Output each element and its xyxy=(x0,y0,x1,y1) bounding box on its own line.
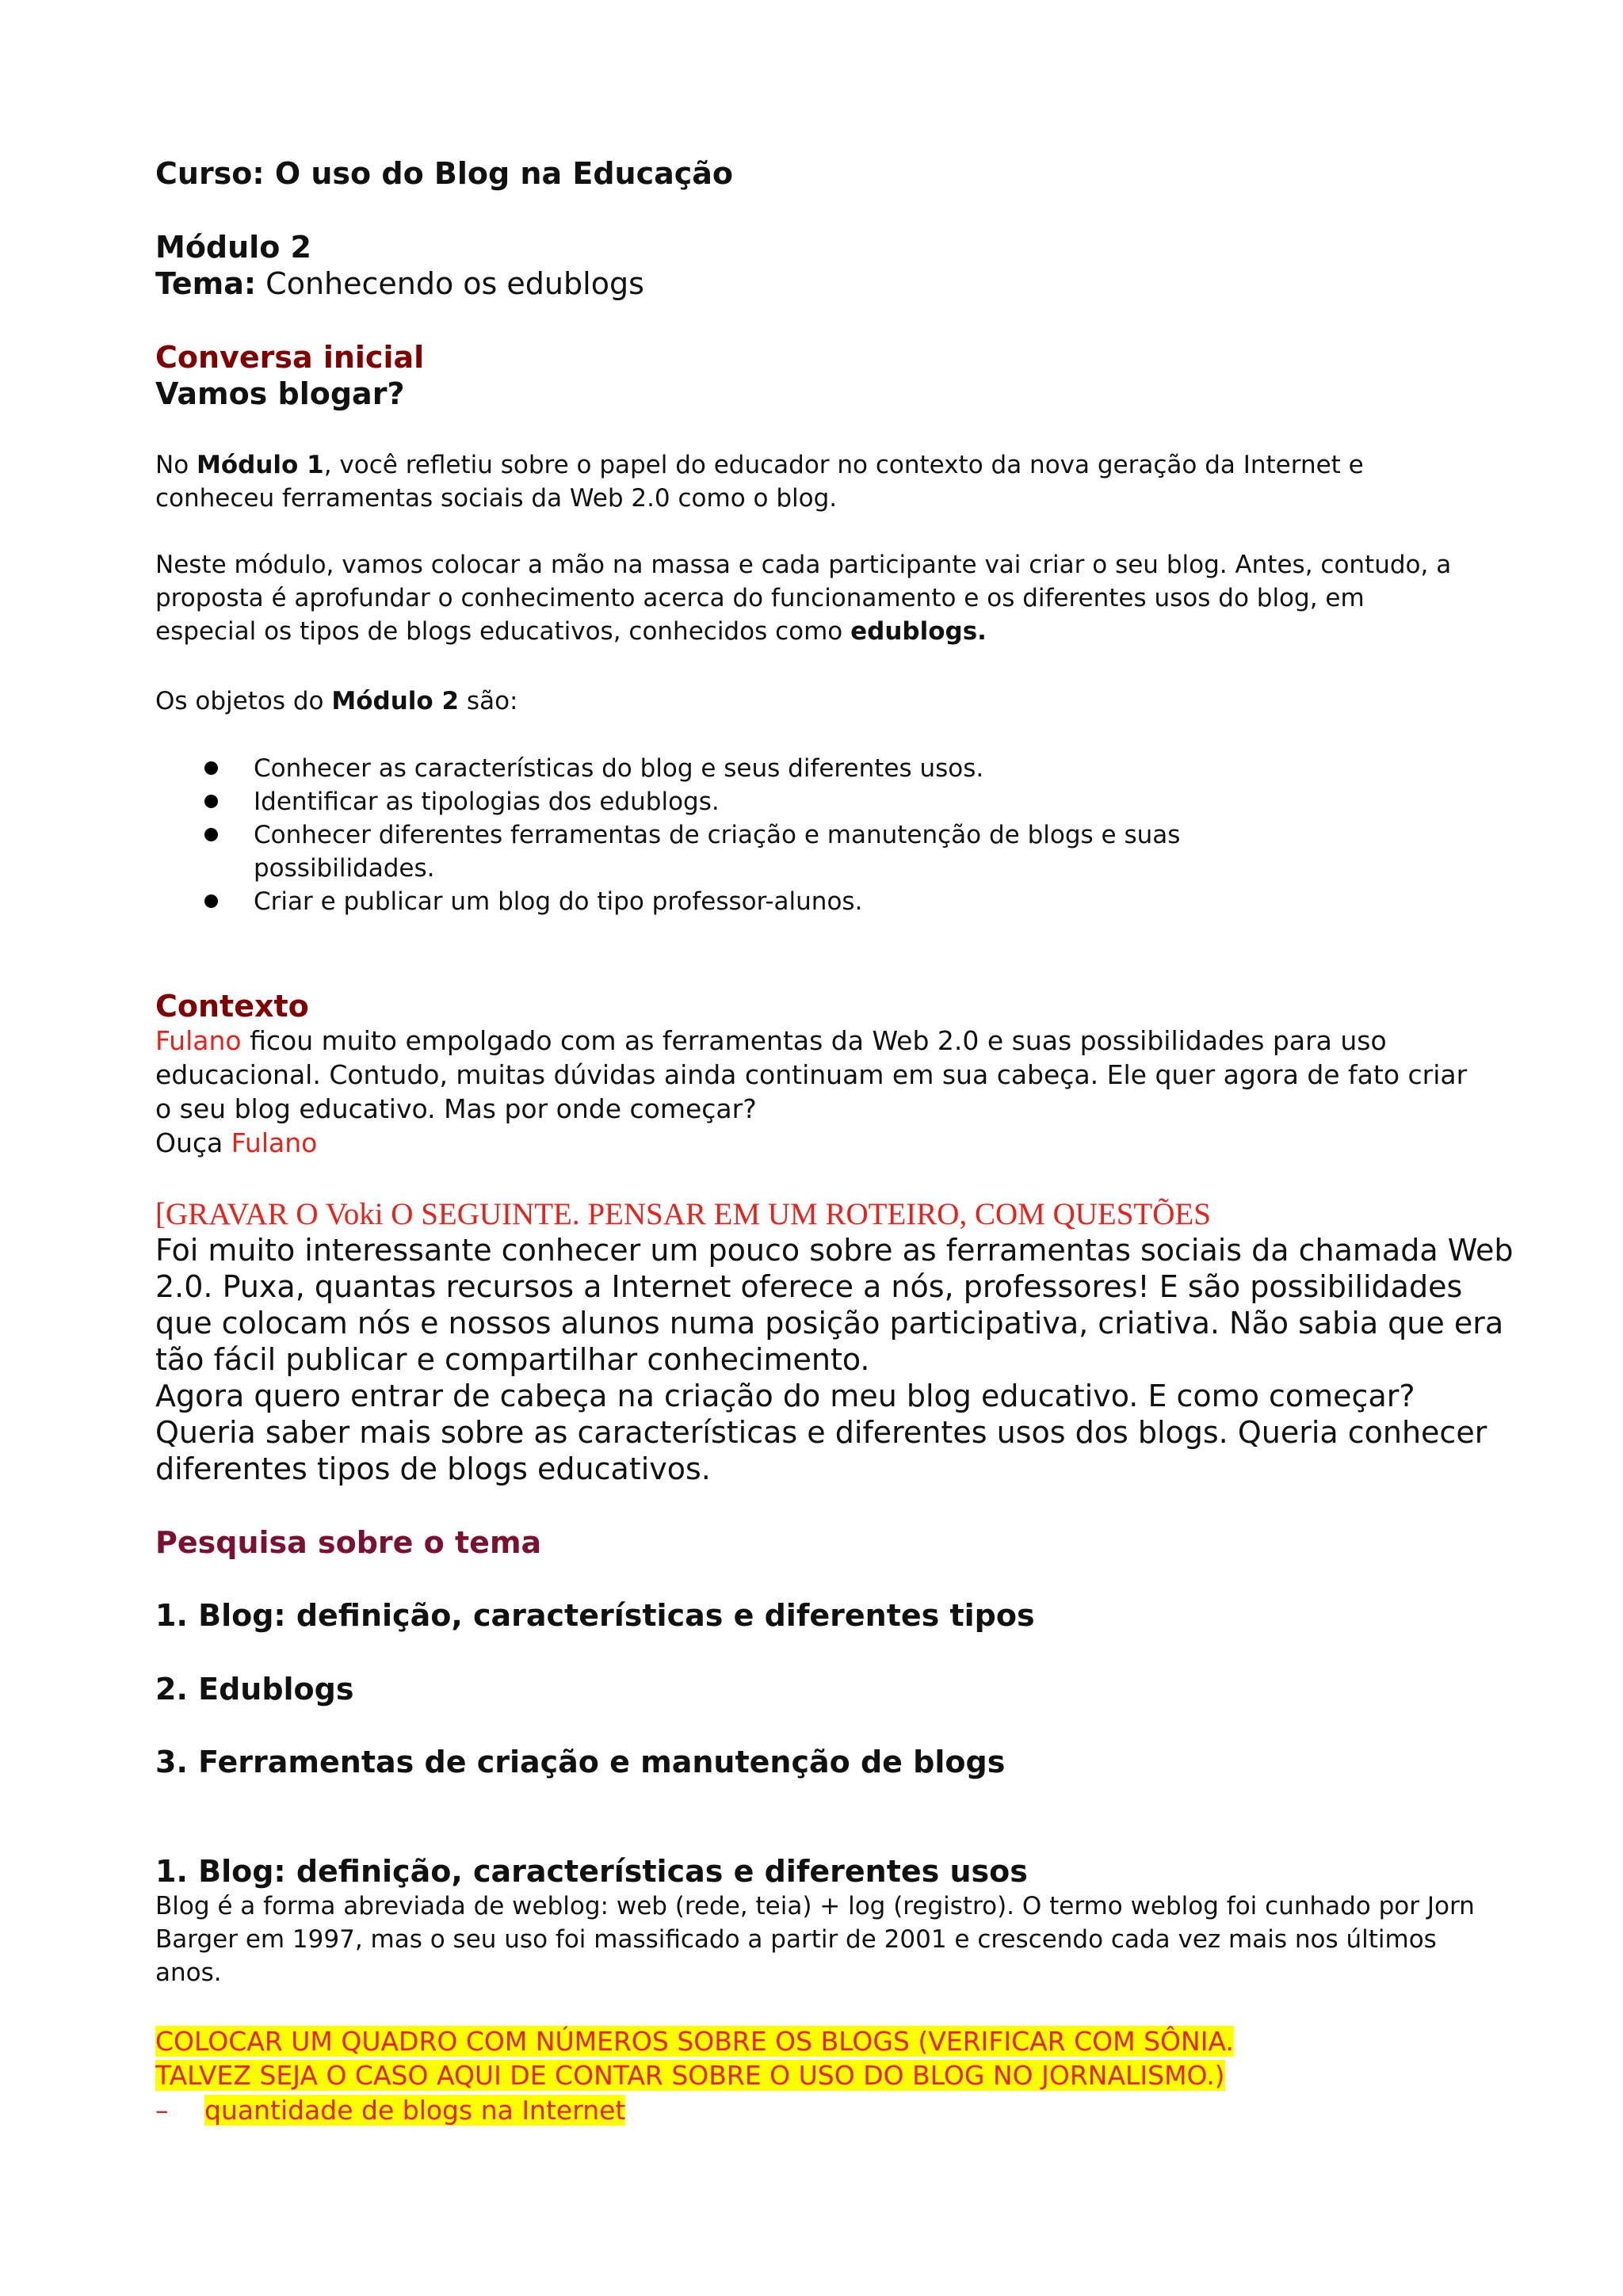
highlight-text-1: COLOCAR UM QUADRO COM NÚMEROS SOBRE OS BLOGS (VERIFICAR COM SÔNIA. xyxy=(155,2026,1234,2057)
objectives-intro xyxy=(155,685,517,718)
topic-item-3: 3. Ferramentas de criação e manutenção de blogs xyxy=(155,1745,1006,1779)
ouca-label: Ouça xyxy=(155,1127,231,1158)
bullet-icon xyxy=(204,795,218,808)
ouca-line xyxy=(155,1126,317,1160)
dash-marker: – xyxy=(155,2095,169,2126)
topic-item-2: 2. Edublogs xyxy=(155,1672,354,1707)
p2-text: Neste módulo, vamos colocar a mão na massa e cada participante vai criar o seu blog. Antes, contudo, a proposta é aprofundar o conhecimento acerca do funcionamento e os diferentes usos do blog, em especial os tipos de blogs educativos, conhecidos como xyxy=(155,551,1452,646)
bullet-icon xyxy=(204,828,218,841)
section1-paragraph: Blog é a forma abreviada de weblog: web (rede, teia) + log (registro). O termo weblog foi cunhado por Jorn Barger em 1997, mas o seu uso foi massificado a partir de 2001 e crescendo cada vez mais nos últimos anos. xyxy=(155,1892,1475,1987)
tema-value: Conhecendo os edublogs xyxy=(256,266,644,301)
intro-paragraph-1 xyxy=(155,448,1471,515)
voki-note: [GRAVAR O Voki O SEGUINTE. PENSAR EM UM ROTEIRO, COM QUESTÕES xyxy=(155,1197,1211,1231)
fulano-name: Fulano xyxy=(155,1025,242,1056)
objectives-list xyxy=(155,752,1344,918)
list-item-text: Identificar as tipologias dos edublogs. xyxy=(254,788,720,816)
section1-heading: 1. Blog: definição, características e diferentes usos xyxy=(155,1854,1028,1889)
list-item xyxy=(155,818,1344,885)
highlight-line-1 xyxy=(155,2024,1234,2058)
list-item xyxy=(155,885,1344,918)
ouca-name: Fulano xyxy=(231,1127,318,1158)
intro-paragraph-2 xyxy=(155,548,1471,648)
p3-bold: Módulo 2 xyxy=(331,687,460,715)
highlight-line-2 xyxy=(155,2058,1225,2092)
tema-label: Tema: xyxy=(155,266,257,301)
conversa-heading: Conversa inicial xyxy=(155,340,425,375)
p2-bold: edublogs. xyxy=(850,617,987,646)
course-title: Curso: O uso do Blog na Educação xyxy=(155,156,734,191)
pesquisa-heading: Pesquisa sobre o tema xyxy=(155,1525,542,1560)
highlight-text-2: TALVEZ SEJA O CASO AQUI DE CONTAR SOBRE O USO DO BLOG NO JORNALISMO.) xyxy=(155,2060,1225,2091)
list-item-text: Conhecer diferentes ferramentas de criação e manutenção de blogs e suas possibilidades. xyxy=(254,821,1181,883)
list-item xyxy=(155,785,1344,818)
p3-pre: Os objetos do xyxy=(155,687,332,715)
conversa-subheading: Vamos blogar? xyxy=(155,376,405,411)
p3-post: são: xyxy=(459,687,518,715)
list-item-text: Criar e publicar um blog do tipo professor-alunos. xyxy=(254,887,863,916)
tema-line xyxy=(155,265,644,302)
contexto-paragraph xyxy=(155,1024,1487,1126)
bullet-icon xyxy=(204,894,218,908)
contexto-heading: Contexto xyxy=(155,989,309,1024)
p1-post: , você refletiu sobre o papel do educador no contexto da nova geração da Internet e conheceu ferramentas sociais da Web 2.0 como o blog. xyxy=(155,451,1364,513)
topic-item-1: 1. Blog: definição, características e diferentes tipos xyxy=(155,1598,1035,1633)
list-item-text: Conhecer as características do blog e seus diferentes usos. xyxy=(254,754,984,783)
voki-paragraph-1: Foi muito interessante conhecer um pouco sobre as ferramentas sociais da chamada Web 2.0. Puxa, quantas recursos a Internet oferece a nós, professores! E são possibilidades que colocam nós e nossos alunos numa posição participativa, criativa. Não sabia que era tão fácil publicar e compartilhar conhecimento. xyxy=(155,1233,1514,1377)
bullet-icon xyxy=(204,761,218,775)
list-item xyxy=(155,752,1344,785)
module-title: Módulo 2 xyxy=(155,230,311,265)
highlight-item-text: quantidade de blogs na Internet xyxy=(204,2095,626,2126)
p1-bold: Módulo 1 xyxy=(197,451,324,479)
contexto-text: ficou muito empolgado com as ferramentas da Web 2.0 e suas possibilidades para uso educacional. Contudo, muitas dúvidas ainda continuam em sua cabeça. Ele quer agora de fato criar o seu blog educativo. Mas por onde começar? xyxy=(155,1025,1468,1124)
voki-paragraph-2: Agora quero entrar de cabeça na criação do meu blog educativo. E como começar? Queria saber mais sobre as características e diferentes usos dos blogs. Queria conhecer diferentes tipos de blogs educativos. xyxy=(155,1379,1487,1486)
p1-pre: No xyxy=(155,451,197,479)
highlight-item xyxy=(155,2093,625,2127)
